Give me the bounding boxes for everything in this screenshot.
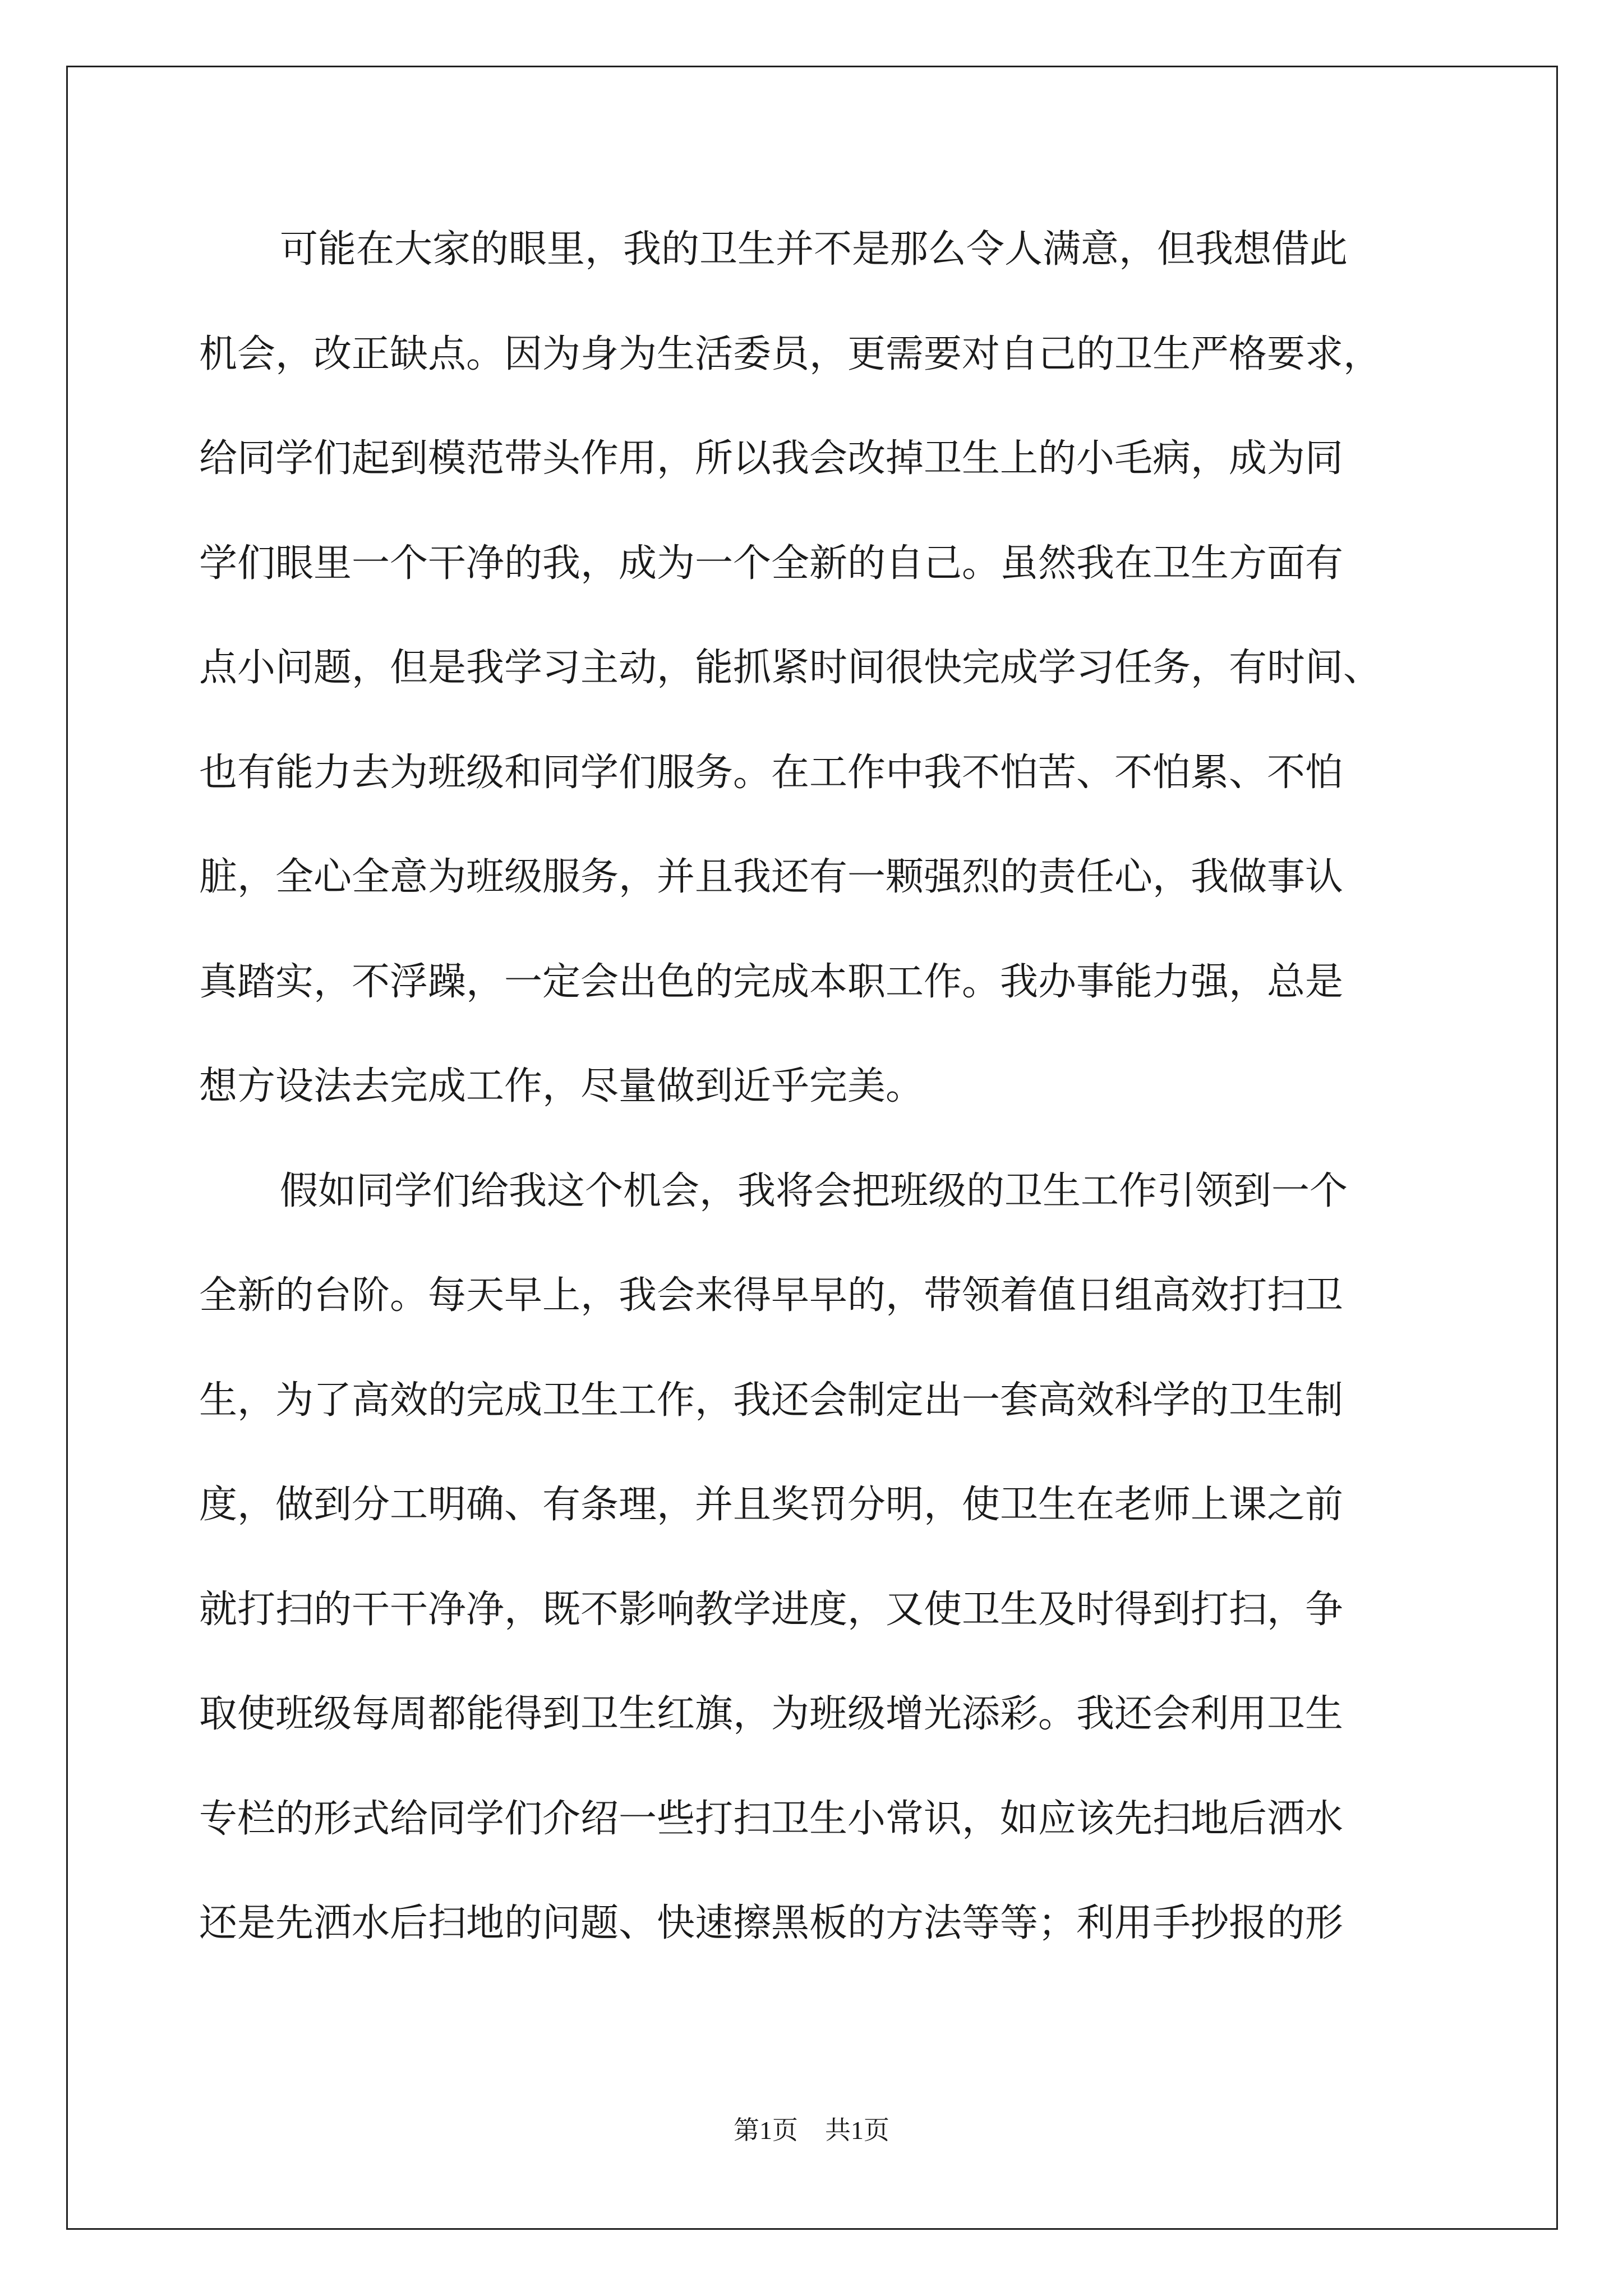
paragraph-1-line-7: 脏，全心全意为班级服务，并且我还有一颗强烈的责任心，我做事认 xyxy=(199,855,1344,899)
paragraph-1-line-4: 学们眼里一个干净的我，成为一个全新的自己。虽然我在卫生方面有 xyxy=(199,541,1344,586)
paragraph-2-line-4: 度，做到分工明确、有条理，并且奖罚分明，使卫生在老师上课之前 xyxy=(199,1483,1344,1527)
page-number-total: 共1页 xyxy=(825,2116,889,2145)
paragraph-1-line-6: 也有能力去为班级和同学们服务。在工作中我不怕苦、不怕累、不怕 xyxy=(199,750,1344,795)
paragraph-1-line-3: 给同学们起到模范带头作用，所以我会改掉卫生上的小毛病，成为同 xyxy=(199,436,1344,481)
paragraph-2-line-6: 取使班级每周都能得到卫生红旗，为班级增光添彩。我还会利用卫生 xyxy=(199,1692,1344,1736)
paragraph-2-line-8: 还是先洒水后扫地的问题、快速擦黑板的方法等等；利用手抄报的形 xyxy=(199,1901,1344,1945)
page-number-current: 第1页 xyxy=(734,2116,798,2145)
paragraph-1-line-5: 点小问题，但是我学习主动，能抓紧时间很快完成学习任务，有时间、 xyxy=(199,646,1382,690)
paragraph-2-line-7: 专栏的形式给同学们介绍一些打扫卫生小常识，如应该先扫地后洒水 xyxy=(199,1796,1344,1841)
paragraph-1-line-8: 真踏实，不浮躁，一定会出色的完成本职工作。我办事能力强，总是 xyxy=(199,959,1344,1004)
document-body xyxy=(199,222,1426,2000)
page-footer xyxy=(0,2114,1623,2147)
paragraph-1-line-2: 机会，改正缺点。因为身为生活委员，更需要对自己的卫生严格要求， xyxy=(199,332,1382,376)
paragraph-2-line-3: 生，为了高效的完成卫生工作，我还会制定出一套高效科学的卫生制 xyxy=(199,1378,1344,1423)
paragraph-2-line-1: 假如同学们给我这个机会，我将会把班级的卫生工作引领到一个 xyxy=(280,1168,1348,1213)
paragraph-1-line-1: 可能在大家的眼里，我的卫生并不是那么令人满意，但我想借此 xyxy=(280,227,1348,272)
paragraph-1-line-9: 想方设法去完成工作，尽量做到近乎完美。 xyxy=(199,1064,924,1108)
paragraph-2-line-5: 就打扫的干干净净，既不影响教学进度，又使卫生及时得到打扫，争 xyxy=(199,1587,1344,1632)
paragraph-2-line-2: 全新的台阶。每天早上，我会来得早早的，带领着值日组高效打扫卫 xyxy=(199,1273,1344,1318)
